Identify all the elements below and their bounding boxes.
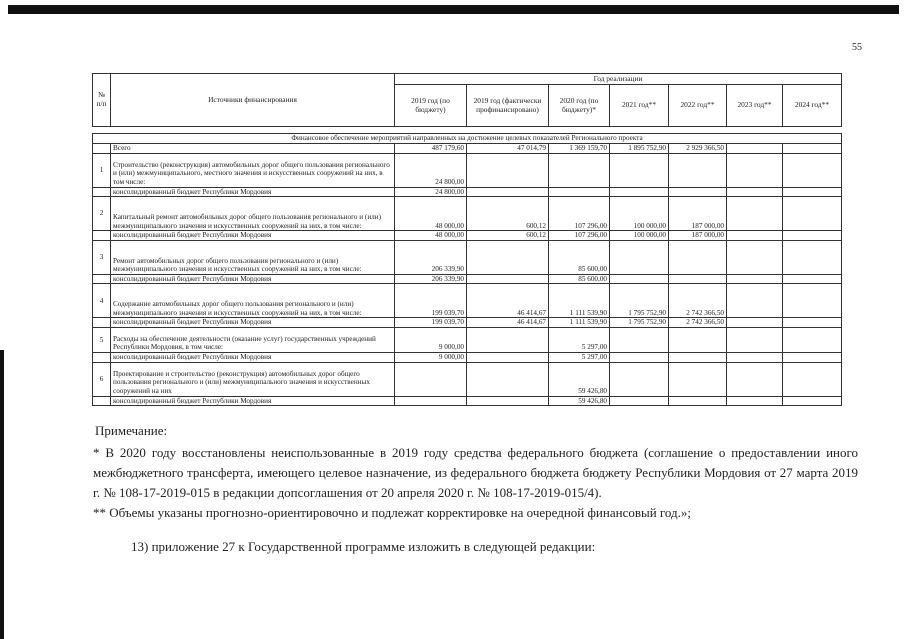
- row-value-cell: [395, 362, 467, 396]
- row-value-cell: [467, 352, 549, 362]
- table-row: [93, 396, 842, 406]
- row-value-cell: 48 000,00: [395, 197, 467, 231]
- row-value-cell: [727, 231, 783, 241]
- row-value-cell: [610, 327, 669, 352]
- row-value-cell: 107 296,00: [549, 231, 610, 241]
- row-value-cell: 5 297,00: [549, 327, 610, 352]
- row-value-cell: [467, 362, 549, 396]
- row-value-cell: 206 339,90: [395, 240, 467, 274]
- row-value-cell: 46 414,67: [467, 318, 549, 328]
- row-source-text: Капитальный ремонт автомобильных дорог общего пользования регионального и (или) межмуниципального значения и искусственных сооружений на них, в том числе:: [111, 197, 395, 231]
- row-value-cell: [467, 327, 549, 352]
- row-value-cell: [610, 240, 669, 274]
- row-value-cell: [783, 274, 842, 284]
- section-title-row: [93, 134, 842, 144]
- row-value-cell: [783, 396, 842, 406]
- notes-heading: Примечание:: [95, 423, 168, 438]
- row-value-cell: 100 000,00: [610, 197, 669, 231]
- section-title: Финансовое обеспечение мероприятий направленных на достижение целевых показателей Регионального проекта: [93, 134, 842, 144]
- row-value-cell: 48 000,00: [395, 231, 467, 241]
- financing-table: [92, 73, 842, 406]
- row-number: 5: [93, 327, 111, 352]
- row-value-cell: 100 000,00: [610, 231, 669, 241]
- header-num: № п/п: [93, 74, 111, 127]
- table-row-item: [93, 284, 842, 318]
- row-source-text: Расходы на обеспечение деятельности (оказание услуг) государственных учреждений Республики Мордовия, в том числе:: [111, 327, 395, 352]
- row-value-cell: [669, 396, 727, 406]
- row-value-cell: [783, 318, 842, 328]
- scan-left-edge: [0, 350, 4, 639]
- row-value-cell: 107 296,00: [549, 197, 610, 231]
- header-year-group: Год реализации: [395, 74, 842, 85]
- row-value-cell: [669, 153, 727, 187]
- row-value-cell: 206 339,90: [395, 274, 467, 284]
- header-year-col: 2019 год (фактически профинансировано): [467, 85, 549, 127]
- table-row-item: [93, 197, 842, 231]
- row-value-cell: [727, 144, 783, 154]
- row-value-cell: 5 297,00: [549, 352, 610, 362]
- row-value-cell: 9 000,00: [395, 352, 467, 362]
- row-value-cell: 2 929 366,50: [669, 144, 727, 154]
- row-value-cell: [395, 396, 467, 406]
- row-number: [93, 274, 111, 284]
- note-federal-budget: * В 2020 году восстановлены неиспользованные в 2019 году средства федерального бюджета (соглашение о предоставлении иного межбюджетного трансферта, имеющего целевое назначение, из федерального бюджета бюджету Республики Мордовия от 27 марта 2019 г. № 108-17-2019-015 в редакции допсоглашения от 20 апреля 2020 г. № 108-17-2019-015/4).: [93, 445, 858, 500]
- table-row-item: [93, 240, 842, 274]
- row-value-cell: [727, 274, 783, 284]
- row-value-cell: 59 426,80: [549, 362, 610, 396]
- row-value-cell: 487 179,60: [395, 144, 467, 154]
- table-row: [93, 144, 842, 154]
- row-value-cell: [727, 327, 783, 352]
- row-value-cell: 1 111 539,90: [549, 284, 610, 318]
- row-value-cell: [467, 240, 549, 274]
- row-value-cell: [727, 240, 783, 274]
- header-year-col: 2020 год (по бюджету)*: [549, 85, 610, 127]
- row-value-cell: [549, 187, 610, 197]
- header-spacer-row: [93, 127, 842, 134]
- row-value-cell: 187 000,00: [669, 231, 727, 241]
- row-value-cell: [669, 352, 727, 362]
- table-row-item: [93, 362, 842, 396]
- table-row: [93, 274, 842, 284]
- row-source-text: Проектирование и строительство (реконструкция) автомобильных дорог общего пользования регионального и (или) межмуниципального значения и искусственных сооружений на них: [111, 362, 395, 396]
- row-value-cell: [467, 187, 549, 197]
- row-source-text: Строительство (реконструкция) автомобильных дорог общего пользования регионального и (или) межмуниципального, местного значения и искусственных сооружений на них, в том числе:: [111, 153, 395, 187]
- row-value-cell: 1 795 752,90: [610, 318, 669, 328]
- row-source-text: Ремонт автомобильных дорог общего пользования регионального и (или) межмуниципального значения и искусственных сооружений на них, в том числе:: [111, 240, 395, 274]
- row-value-cell: [610, 352, 669, 362]
- row-source-text: консолидированный бюджет Республики Мордовия: [111, 274, 395, 284]
- row-value-cell: 24 800,00: [395, 187, 467, 197]
- table-row: [93, 352, 842, 362]
- row-value-cell: [783, 153, 842, 187]
- row-value-cell: [727, 362, 783, 396]
- row-source-text: Всего: [111, 144, 395, 154]
- header-year-col: 2023 год**: [727, 85, 783, 127]
- row-value-cell: [610, 187, 669, 197]
- row-value-cell: [783, 231, 842, 241]
- header-row: [93, 74, 842, 85]
- row-value-cell: 600,12: [467, 197, 549, 231]
- row-value-cell: [669, 362, 727, 396]
- row-value-cell: [610, 362, 669, 396]
- row-value-cell: 9 000,00: [395, 327, 467, 352]
- header-year-col: 2024 год**: [783, 85, 842, 127]
- row-value-cell: 59 426,80: [549, 396, 610, 406]
- row-value-cell: [610, 396, 669, 406]
- row-value-cell: [610, 274, 669, 284]
- row-source-text: консолидированный бюджет Республики Мордовия: [111, 231, 395, 241]
- table-row: [93, 318, 842, 328]
- row-value-cell: [610, 153, 669, 187]
- row-source-text: консолидированный бюджет Республики Мордовия: [111, 187, 395, 197]
- row-value-cell: 199 039,70: [395, 318, 467, 328]
- header-year-col: 2022 год**: [669, 85, 727, 127]
- row-value-cell: [727, 318, 783, 328]
- instruction-text: 13) приложение 27 к Государственной программе изложить в следующей редакции:: [131, 539, 596, 554]
- row-value-cell: 1 895 752,90: [610, 144, 669, 154]
- table-row: [93, 231, 842, 241]
- row-value-cell: [727, 187, 783, 197]
- row-value-cell: [783, 144, 842, 154]
- row-number: [93, 187, 111, 197]
- table-row-item: [93, 327, 842, 352]
- row-number: [93, 352, 111, 362]
- row-source-text: консолидированный бюджет Республики Мордовия: [111, 396, 395, 406]
- row-number: [93, 144, 111, 154]
- row-number: [93, 318, 111, 328]
- row-number: 2: [93, 197, 111, 231]
- row-value-cell: [669, 240, 727, 274]
- header-source: Источники финансирования: [111, 74, 395, 127]
- row-value-cell: [669, 187, 727, 197]
- row-value-cell: 24 800,00: [395, 153, 467, 187]
- table-row-item: [93, 153, 842, 187]
- row-number: [93, 396, 111, 406]
- row-value-cell: 1 111 539,90: [549, 318, 610, 328]
- row-value-cell: [783, 240, 842, 274]
- row-value-cell: 199 039,70: [395, 284, 467, 318]
- row-number: 3: [93, 240, 111, 274]
- note-forecast: ** Объемы указаны прогнозно-ориентировочно и подлежат корректировке на очередной финансовый год.»;: [93, 505, 692, 520]
- row-value-cell: 2 742 366,50: [669, 318, 727, 328]
- row-number: 6: [93, 362, 111, 396]
- row-value-cell: [669, 327, 727, 352]
- row-value-cell: 85 600,00: [549, 240, 610, 274]
- row-value-cell: [783, 187, 842, 197]
- row-value-cell: [783, 284, 842, 318]
- row-source-text: Содержание автомобильных дорог общего пользования регионального и (или) межмуниципального значения и искусственных сооружений на них, в том числе:: [111, 284, 395, 318]
- header-year-col: 2019 год (по бюджету): [395, 85, 467, 127]
- row-value-cell: [727, 197, 783, 231]
- row-value-cell: 85 600,00: [549, 274, 610, 284]
- row-value-cell: [783, 352, 842, 362]
- row-source-text: консолидированный бюджет Республики Мордовия: [111, 318, 395, 328]
- row-value-cell: [727, 284, 783, 318]
- row-source-text: консолидированный бюджет Республики Мордовия: [111, 352, 395, 362]
- row-value-cell: [727, 396, 783, 406]
- row-value-cell: 600,12: [467, 231, 549, 241]
- notes-block: [93, 421, 858, 557]
- row-value-cell: [783, 362, 842, 396]
- row-value-cell: 47 014,79: [467, 144, 549, 154]
- row-value-cell: 1 369 159,70: [549, 144, 610, 154]
- scan-top-border: [8, 5, 899, 14]
- table-row: [93, 187, 842, 197]
- row-value-cell: [783, 197, 842, 231]
- row-value-cell: [467, 396, 549, 406]
- row-value-cell: [467, 153, 549, 187]
- row-value-cell: 187 000,00: [669, 197, 727, 231]
- header-year-col: 2021 год**: [610, 85, 669, 127]
- row-value-cell: [549, 153, 610, 187]
- row-value-cell: 2 742 366,50: [669, 284, 727, 318]
- row-number: 4: [93, 284, 111, 318]
- row-value-cell: 1 795 752,90: [610, 284, 669, 318]
- row-value-cell: 46 414,67: [467, 284, 549, 318]
- row-value-cell: [727, 153, 783, 187]
- row-value-cell: [669, 274, 727, 284]
- row-value-cell: [467, 274, 549, 284]
- row-value-cell: [727, 352, 783, 362]
- row-number: [93, 231, 111, 241]
- row-value-cell: [783, 327, 842, 352]
- row-number: 1: [93, 153, 111, 187]
- page-number: 55: [852, 42, 862, 53]
